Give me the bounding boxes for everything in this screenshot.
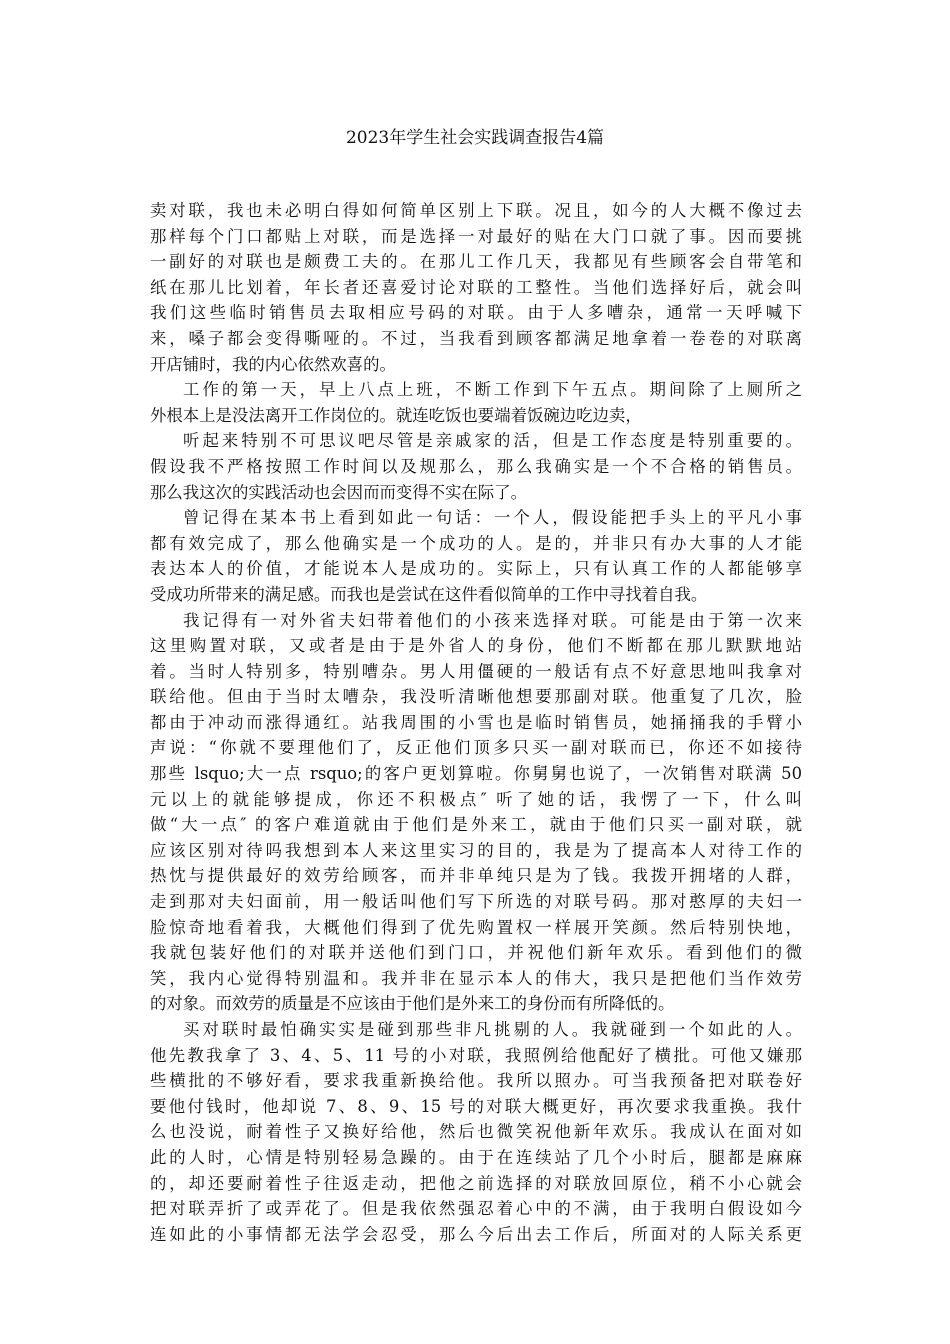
paragraph [150, 428, 802, 505]
text-line: 听起来特别不可思议吧尽管是亲戚家的活，但是工作态度是特别重要的。 [183, 431, 802, 451]
text-line: 纸在那儿比划着，年长者还喜爱讨论对联的工整性。当他们选择好后，就会叫 [150, 277, 802, 297]
text-line: 工作的第一天，早上八点上班，不断工作到下午五点。期间除了上厕所之 [183, 380, 802, 400]
text-line: 做“大一点″ 的客户难道就由于他们是外来工，就由于他们只买一副对联，就 [150, 815, 802, 835]
text-line: 他先教我拿了 3、4、5、11 号的小对联，我照例给他配好了横批。可他又嫌那 [150, 1045, 802, 1065]
text-line: 元以上的就能够提成，你还不积极点″ 听了她的话，我愣了一下，什么叫 [150, 789, 802, 809]
text-line: 我们这些临时销售员去取相应号码的对联。由于人多嘈杂，通常一天呼喊下 [150, 303, 802, 323]
text-line: 买对联时最怕确实实是碰到那些非凡挑剔的人。我就碰到一个如此的人。 [183, 1020, 802, 1039]
text-line: 些横批的不够好看，要求我重新换给他。我所以照办。可当我预备把对联卷好 [150, 1071, 802, 1091]
text-line: 笑，我内心觉得特别温和。我并非在显示本人的伟大，我只是把他们当作效劳 [150, 968, 802, 988]
text-line: 都由于冲动而涨得通红。站我周围的小雪也是临时销售员，她捅捅我的手臂小 [150, 712, 802, 732]
paragraph [150, 377, 802, 428]
document-body [150, 198, 802, 1247]
paragraph [150, 198, 802, 377]
text-line: 脸惊奇地看着我，大概他们得到了优先购置权一样展开笑颜。然后特别快地， [150, 917, 802, 937]
text-line: 卖对联，我也未必明白得如何简单区别上下联。况且，如今的人大概不像过去 [150, 201, 802, 220]
text-line: 外根本上是没法离开工作岗位的。就连吃饭也要端着饭碗边吃边卖， [150, 405, 642, 425]
text-line: 应该区别对待吗我想到本人来这里实习的目的，我是为了提高本人对待工作的 [150, 840, 802, 860]
text-line: 么也没说，耐着性子又换好给他，然后也微笑祝他新年欢乐。我成认在面对如 [150, 1122, 802, 1142]
text-line: 那么我这次的实践活动也会因而而变得不实在际了。 [150, 482, 527, 502]
text-line: 此的人时，心情是特别轻易急躁的。由于在连续站了几个小时后，腿都是麻麻 [150, 1147, 802, 1167]
paragraph [150, 608, 802, 1018]
text-line: 的对象。而效劳的质量是不应该由于他们是外来工的身份而有所降低的。 [150, 994, 675, 1014]
text-line: 假设我不严格按照工作时间以及规那么，那么我确实是一个不合格的销售员。 [150, 456, 802, 476]
paragraph [150, 1017, 802, 1247]
text-line: 联给他。但由于当时太嘈杂，我没听清晰他想要那副对联。他重复了几次，脸 [150, 687, 802, 707]
text-line: 都有效完成了，那么他确实是一个成功的人。是的，并非只有办大事的人才能 [150, 533, 802, 553]
text-line: 走到那对夫妇面前，用一般话叫他们写下所选的对联号码。那对憨厚的夫妇一 [150, 892, 802, 912]
text-line: 那些 lsquo;大一点 rsquo;的客户更划算啦。你舅舅也说了，一次销售对联满 50 [150, 764, 802, 784]
document-title: 2023年学生社会实践调查报告4篇 [345, 128, 605, 148]
text-line: 的，却还要耐着性子往返走动，把他之前选择的对联放回原位，稍不小心就会 [150, 1173, 802, 1193]
text-line: 这里购置对联，又或者是由于是外省人的身份，他们不断都在那儿默默地站 [150, 636, 802, 656]
text-line: 一副好的对联也是颇费工夫的。在那儿工作几天，我都见有些顾客会自带笔和 [150, 252, 802, 272]
text-line: 表达本人的价值，才能说本人是成功的。实际上，只有认真工作的人都能够享 [150, 559, 802, 579]
text-line: 声说：“你就不要理他们了，反正他们顶多只买一副对联而已，你还不如接待 [150, 738, 802, 758]
text-line: 要他付钱时，他却说 7、8、9、15 号的对联大概更好，再次要求我重换。我什 [150, 1096, 802, 1116]
text-line: 热忱与提供最好的效劳给顾客，而并非单纯只是为了钱。我拨开拥堵的人群， [150, 866, 802, 886]
text-line: 把对联弄折了或弄花了。但是我依然强忍着心中的不满，由于我明白假设如今 [150, 1199, 802, 1219]
text-line: 着。当时人特别多，特别嘈杂。男人用僵硬的一般话有点不好意思地叫我拿对 [150, 661, 802, 681]
text-line: 来，嗓子都会变得嘶哑的。不过，当我看到顾客都满足地拿着一卷卷的对联离 [150, 328, 802, 348]
text-line: 曾记得在某本书上看到如此一句话：一个人，假设能把手头上的平凡小事 [183, 508, 802, 528]
text-line: 我记得有一对外省夫妇带着他们的小孩来选择对联。可能是由于第一次来 [183, 610, 802, 630]
text-line: 我就包装好他们的对联并送他们到门口，并祝他们新年欢乐。看到他们的微 [150, 943, 802, 963]
text-line: 那样每个门口都贴上对联，而是选择一对最好的贴在大门口就了事。因而要挑 [150, 226, 802, 246]
text-line: 受成功所带来的满足感。而我也是尝试在这件看似简单的工作中寻找着自我。 [150, 584, 708, 604]
paragraph [150, 505, 802, 607]
text-line: 开店铺时，我的内心依然欢喜的。 [150, 354, 396, 374]
text-line: 连如此的小事情都无法学会忍受，那么今后出去工作后，所面对的人际关系更 [150, 1224, 802, 1244]
